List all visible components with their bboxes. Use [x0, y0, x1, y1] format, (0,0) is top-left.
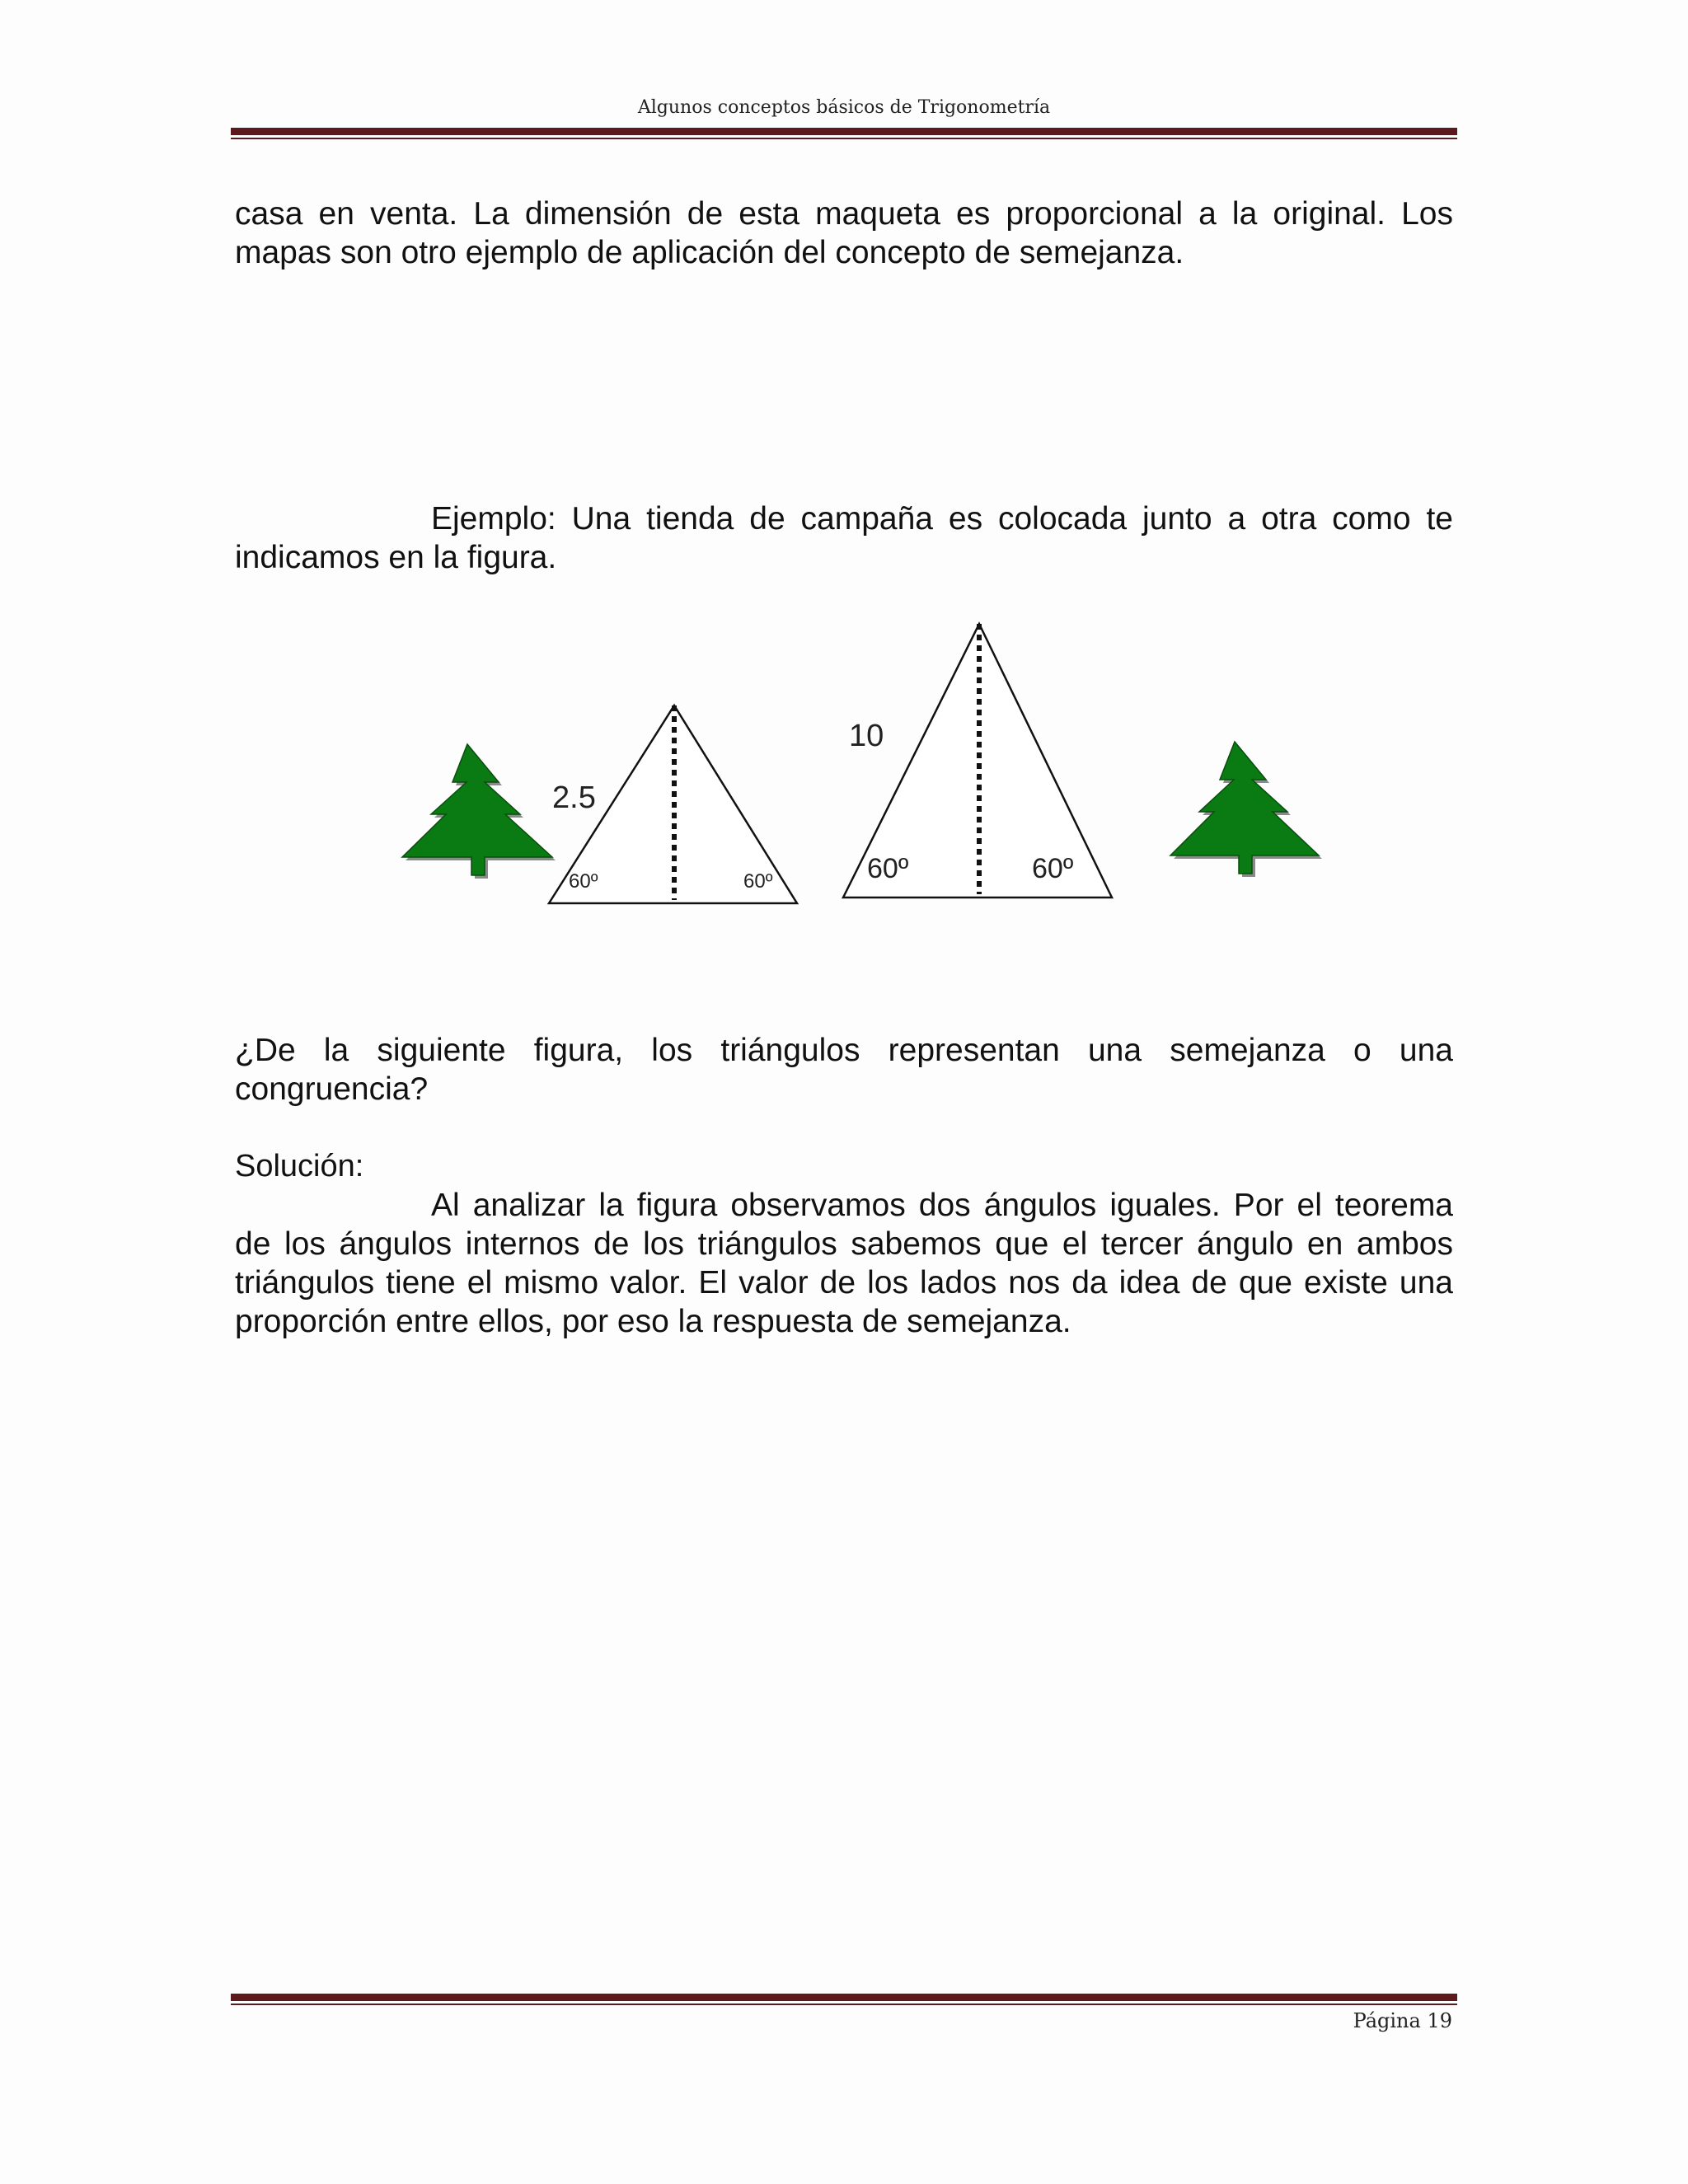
- header-rule-thick: [231, 128, 1457, 135]
- tents-svg: [379, 610, 1327, 923]
- tree-right-icon: [1170, 742, 1322, 877]
- large-height-label: 10: [849, 719, 884, 753]
- paragraph-1: casa en venta. La dimensión de esta maqueta es proporcional a la original. Los mapas son otro ejemplo de aplicación del concepto de semejanza.: [235, 196, 1453, 270]
- solution-paragraph: Al analizar la figura observamos dos ángulos iguales. Por el teorema de los ángulos internos de los triángulos sabemos que el tercer ángulo en ambos triángulos tiene el mismo valor. El valor de los lados nos da idea de que existe una proporción entre ellos, por eso la respuesta de semejanza.: [235, 1188, 1453, 1339]
- footer-rule-thick: [231, 1994, 1457, 2001]
- example-paragraph: Ejemplo: Una tienda de campaña es colocada junto a otra como te indicamos en la figura.: [235, 501, 1453, 575]
- solution-label: Solución:: [235, 1149, 364, 1183]
- tree-left-icon: [402, 744, 556, 879]
- small-height-label: 2.5: [552, 780, 596, 815]
- tents-figure: [379, 610, 1327, 927]
- page-number: Página 19: [1353, 2009, 1452, 2032]
- large-right-angle: 60º: [1032, 853, 1074, 884]
- large-left-angle: 60º: [867, 853, 909, 884]
- header-rule-thin: [231, 138, 1457, 139]
- small-right-angle: 60º: [743, 870, 773, 893]
- small-left-angle: 60º: [569, 870, 598, 893]
- header-title: Algunos conceptos básicos de Trigonometría: [637, 97, 1051, 118]
- footer-rule-thin: [231, 2004, 1457, 2005]
- question-paragraph: ¿De la siguiente figura, los triángulos representan una semejanza o una congruencia?: [235, 1033, 1453, 1107]
